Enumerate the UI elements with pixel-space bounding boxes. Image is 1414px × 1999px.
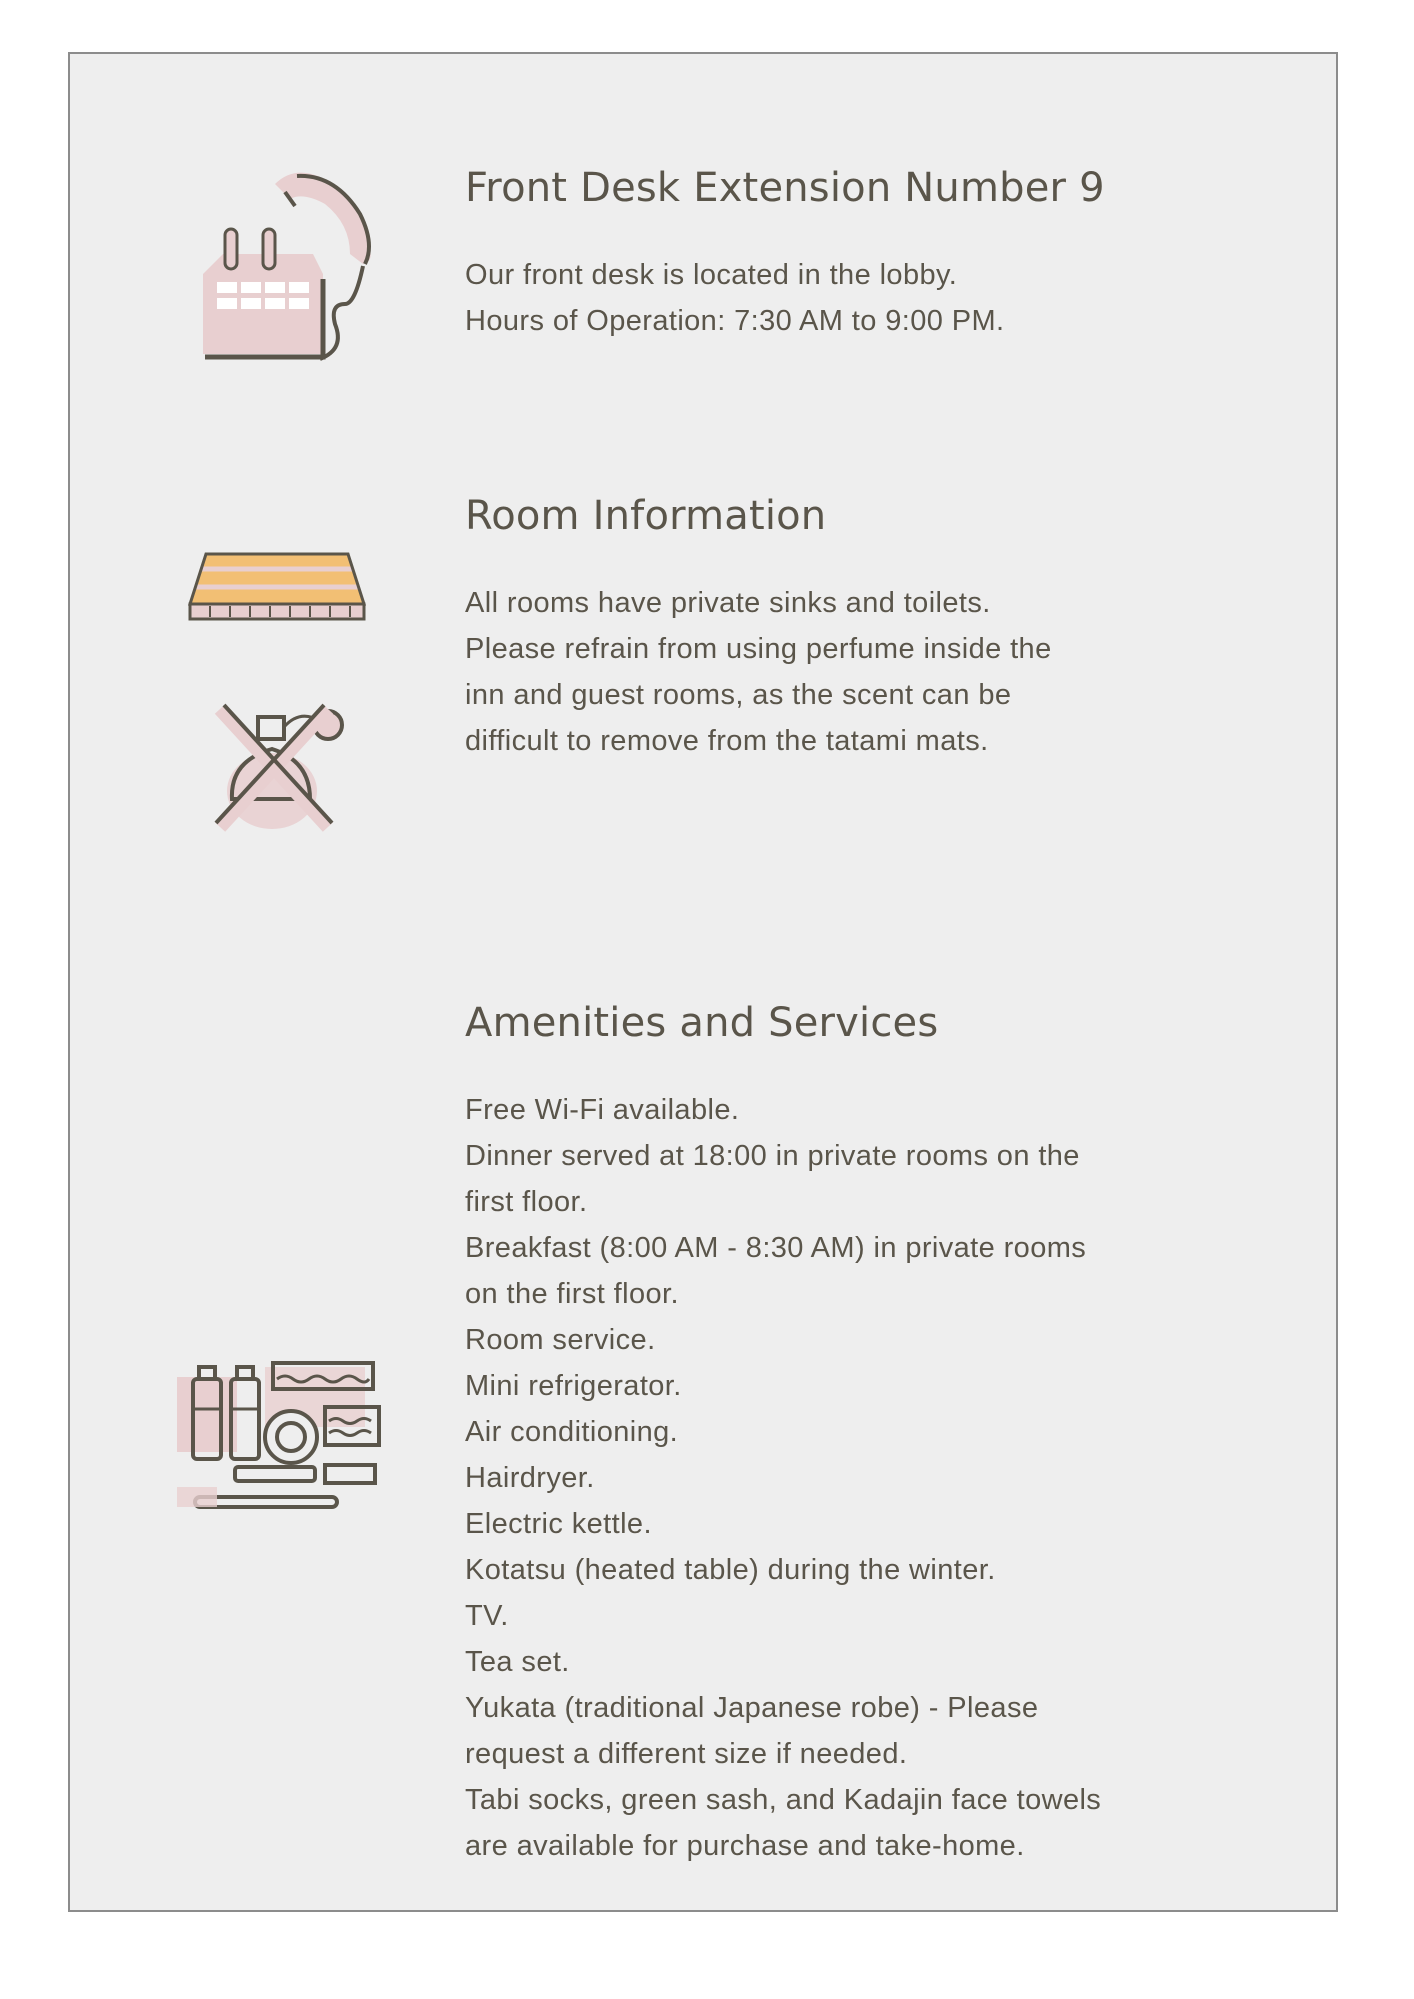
body-line: Mini refrigerator. (465, 1370, 682, 1402)
body-line: Dinner served at 18:00 in private rooms on the (465, 1140, 1080, 1172)
body-line: All rooms have private sinks and toilets. (465, 587, 991, 619)
body-line: difficult to remove from the tatami mats. (465, 725, 989, 757)
body-line: Electric kettle. (465, 1508, 652, 1540)
section-body (465, 580, 1245, 764)
section-amenities (465, 999, 1245, 1869)
body-line: Please refrain from using perfume inside the (465, 633, 1052, 665)
telephone-icon (185, 154, 385, 374)
body-line: Hours of Operation: 7:30 AM to 9:00 PM. (465, 305, 1005, 337)
body-line: Breakfast (8:00 AM - 8:30 AM) in private rooms (465, 1232, 1087, 1264)
body-line: Air conditioning. (465, 1416, 679, 1448)
info-card (68, 52, 1338, 1912)
section-body (465, 252, 1245, 344)
section-heading: Room Information (465, 493, 827, 539)
no-perfume-icon (210, 699, 370, 839)
section-body (465, 1087, 1245, 1869)
body-line: Free Wi-Fi available. (465, 1094, 740, 1126)
body-line: on the first floor. (465, 1278, 679, 1310)
body-line: inn and guest rooms, as the scent can be (465, 679, 1012, 711)
body-line: Hairdryer. (465, 1462, 595, 1494)
body-line: TV. (465, 1600, 509, 1632)
body-line: Tea set. (465, 1646, 570, 1678)
section-room-information (465, 492, 1245, 764)
section-heading: Front Desk Extension Number 9 (465, 165, 1105, 211)
section-front-desk (465, 164, 1245, 344)
body-line: Tabi socks, green sash, and Kadajin face towels (465, 1784, 1102, 1816)
body-line: Yukata (traditional Japanese robe) - Please (465, 1692, 1039, 1724)
section-heading: Amenities and Services (465, 1000, 939, 1046)
body-line: first floor. (465, 1186, 588, 1218)
body-line: are available for purchase and take-home. (465, 1830, 1025, 1862)
tatami-mat-icon (188, 549, 378, 649)
body-line: Room service. (465, 1324, 656, 1356)
body-line: request a different size if needed. (465, 1738, 908, 1770)
toiletries-icon (175, 1359, 385, 1519)
body-line: Our front desk is located in the lobby. (465, 259, 958, 291)
body-line: Kotatsu (heated table) during the winter. (465, 1554, 996, 1586)
